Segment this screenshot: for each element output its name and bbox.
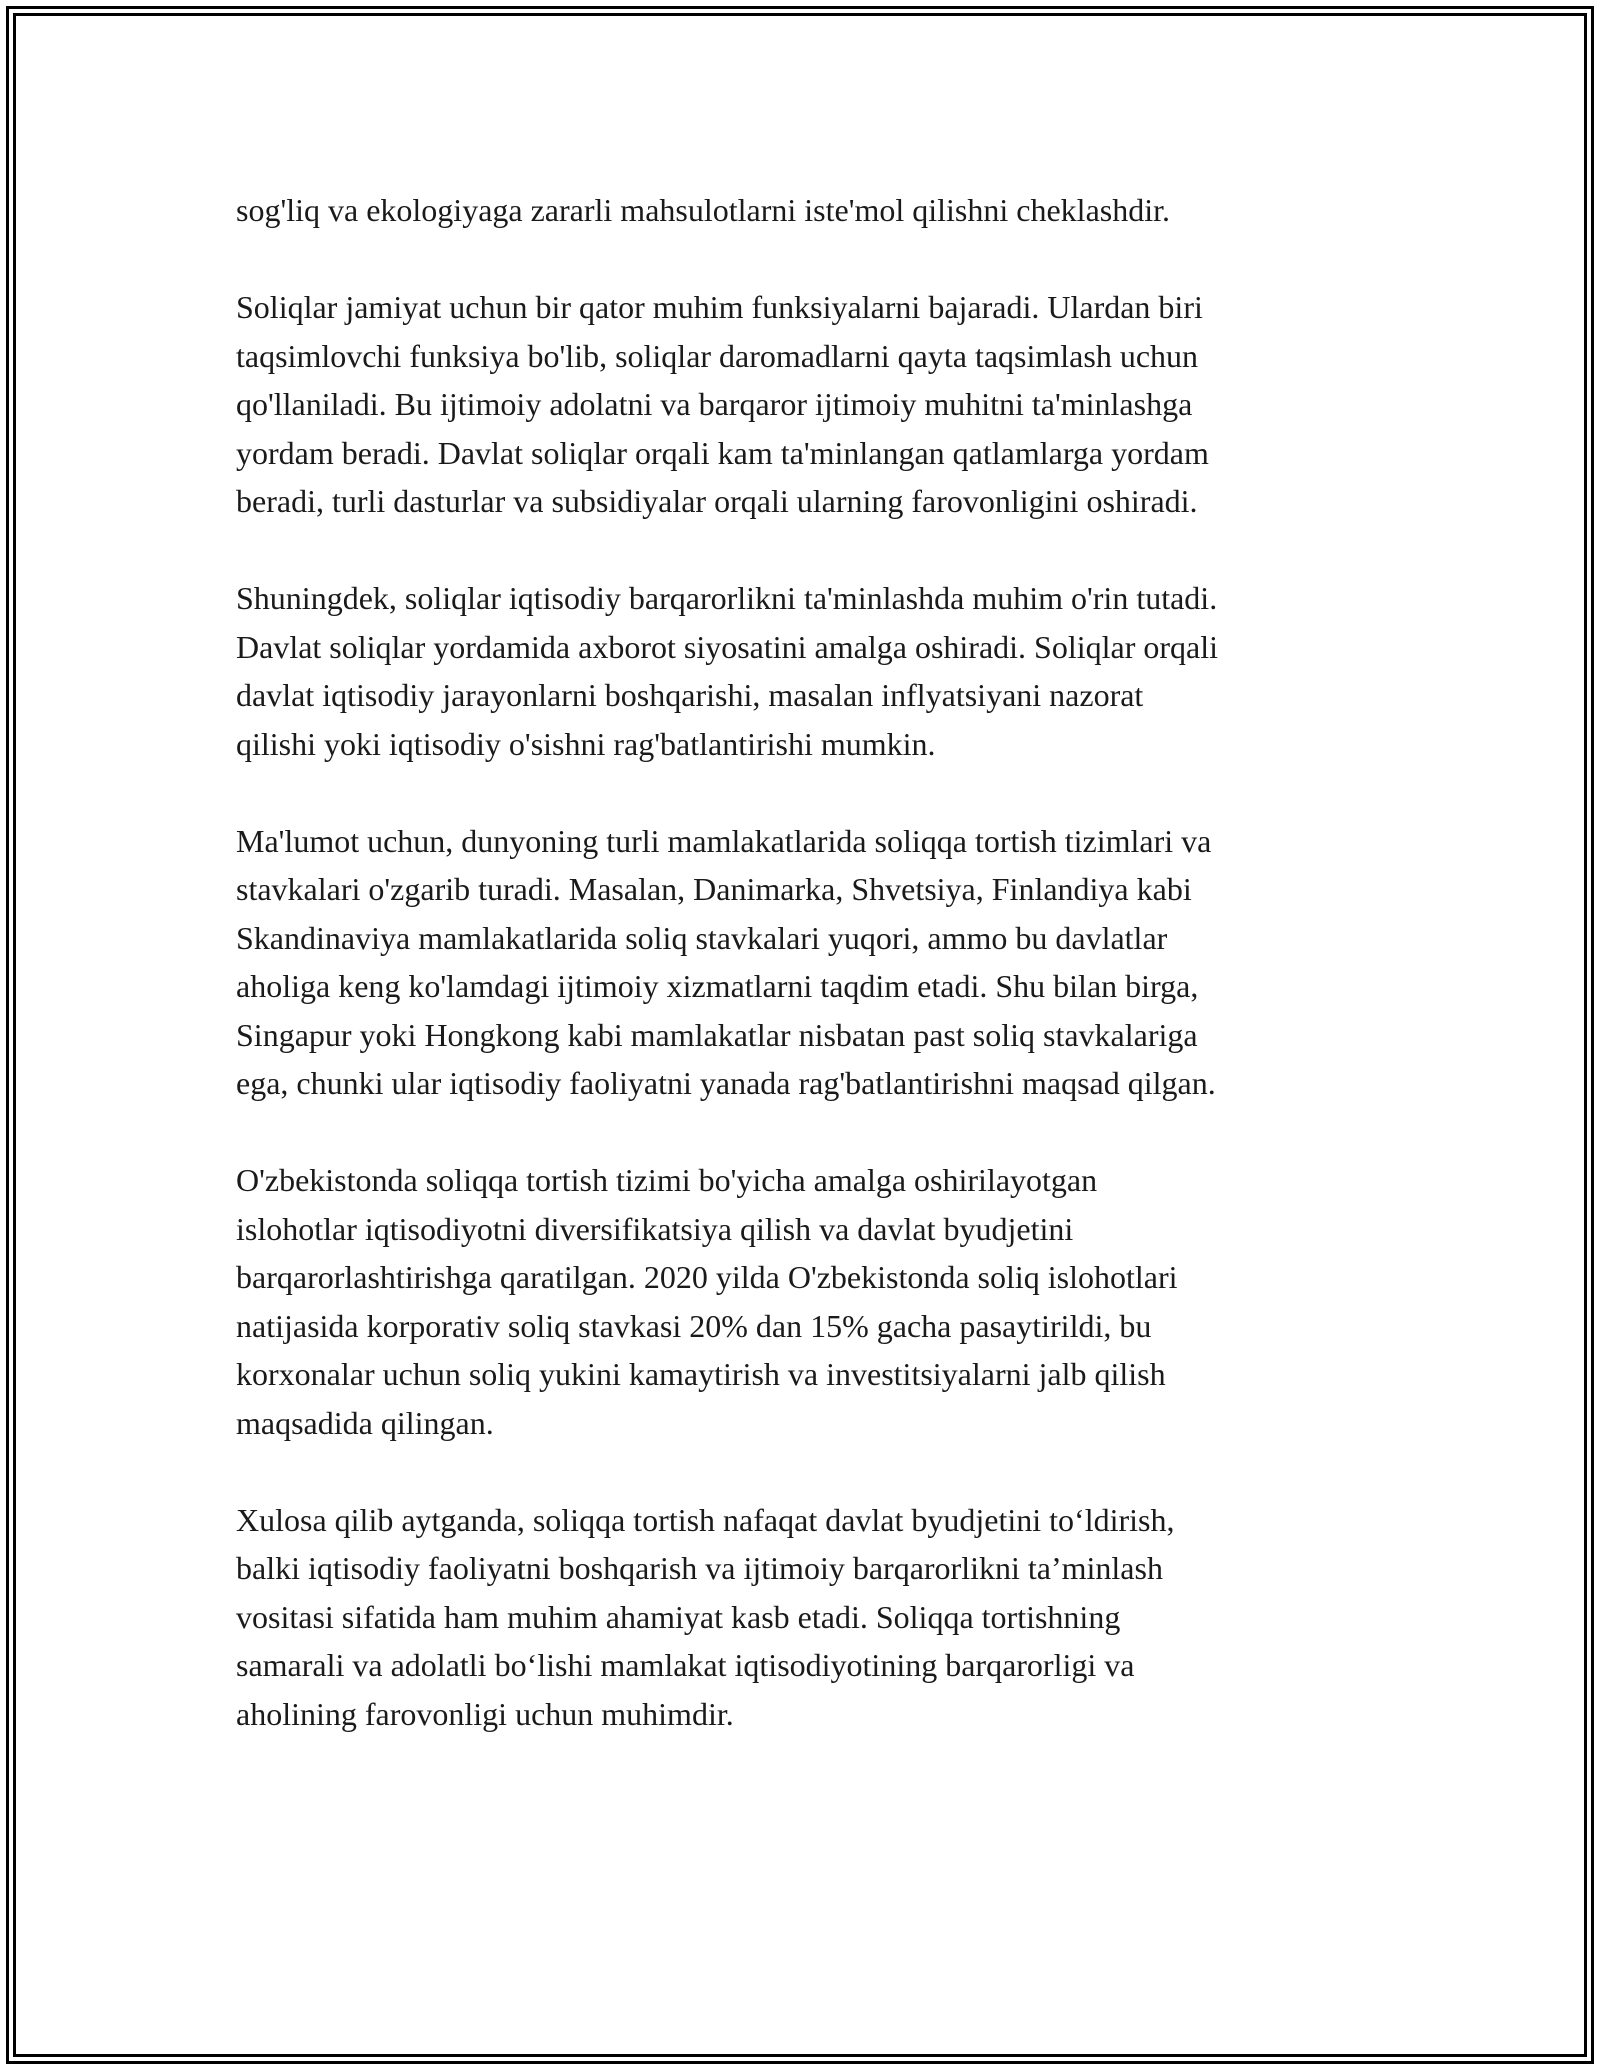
paragraph-world-tax-systems: Ma'lumot uchun, dunyoning turli mamlakatlarida soliqqa tortish tizimlari va stavkalari o'zgarib turadi. Masalan, Danimarka, Shvetsiya, Finlandiya kabi Skandinaviya mamlakatlarida soliq stavkalari yuqori, ammo bu davlatlar aholiga keng ko'lamdagi ijtimoiy xizmatlarni taqdim etadi. Shu bilan birga, Singapur yoki Hongkong kabi mamlakatlar nisbatan past soliq stavkalariga ega, chunki ular iqtisodiy faoliyatni yanada rag'batlantirishni maqsad qilgan. <box>236 822 1216 1101</box>
document-body <box>236 186 1386 1787</box>
paragraph-conclusion: Xulosa qilib aytganda, soliqqa tortish nafaqat davlat byudjetini to‘ldirish, balki iqtisodiy faoliyatni boshqarish va ijtimoiy barqarorlikni ta’minlash vositasi sifatida ham muhim ahamiyat kasb etadi. Soliqqa tortishning samarali va adolatli bo‘lishi mamlakat iqtisodiyotining barqarorligi va aholining farovonligi uchun muhimdir. <box>236 1501 1175 1732</box>
paragraph-tax-functions: Soliqlar jamiyat uchun bir qator muhim funksiyalarni bajaradi. Ulardan biri taqsimlovchi funksiya bo'lib, soliqlar daromadlarni qayta taqsimlash uchun qo'llaniladi. Bu ijtimoiy adolatni va barqaror ijtimoiy muhitni ta'minlashga yordam beradi. Davlat soliqlar orqali kam ta'minlangan qatlamlarga yordam beradi, turli dasturlar va subsidiyalar orqali ularning farovonligini oshiradi. <box>236 289 1209 519</box>
paragraph-continuation: sog'liq va ekologiyaga zararli mahsulotlarni iste'mol qilishni cheklashdir. <box>236 192 1170 228</box>
paragraph-uzbekistan-reforms: O'zbekistonda soliqqa tortish tizimi bo'yicha amalga oshirilayotgan islohotlar iqtisodiyotni diversifikatsiya qilish va davlat byudjetini barqarorlashtirishga qaratilgan. 2020 yilda O'zbekistonda soliq islohotlari natijasida korporativ soliq stavkasi 20% dan 15% gacha pasaytirildi, bu korxonalar uchun soliq yukini kamaytirish va investitsiyalarni jalb qilish maqsadida qilingan. <box>236 1162 1178 1441</box>
paragraph-economic-stability: Shuningdek, soliqlar iqtisodiy barqarorlikni ta'minlashda muhim o'rin tutadi. Davlat soliqlar yordamida axborot siyosatini amalga oshiradi. Soliqlar orqali davlat iqtisodiy jarayonlarni boshqarishi, masalan inflyatsiyani nazorat qilishi yoki iqtisodiy o'sishni rag'batlantirishi mumkin. <box>236 580 1218 762</box>
